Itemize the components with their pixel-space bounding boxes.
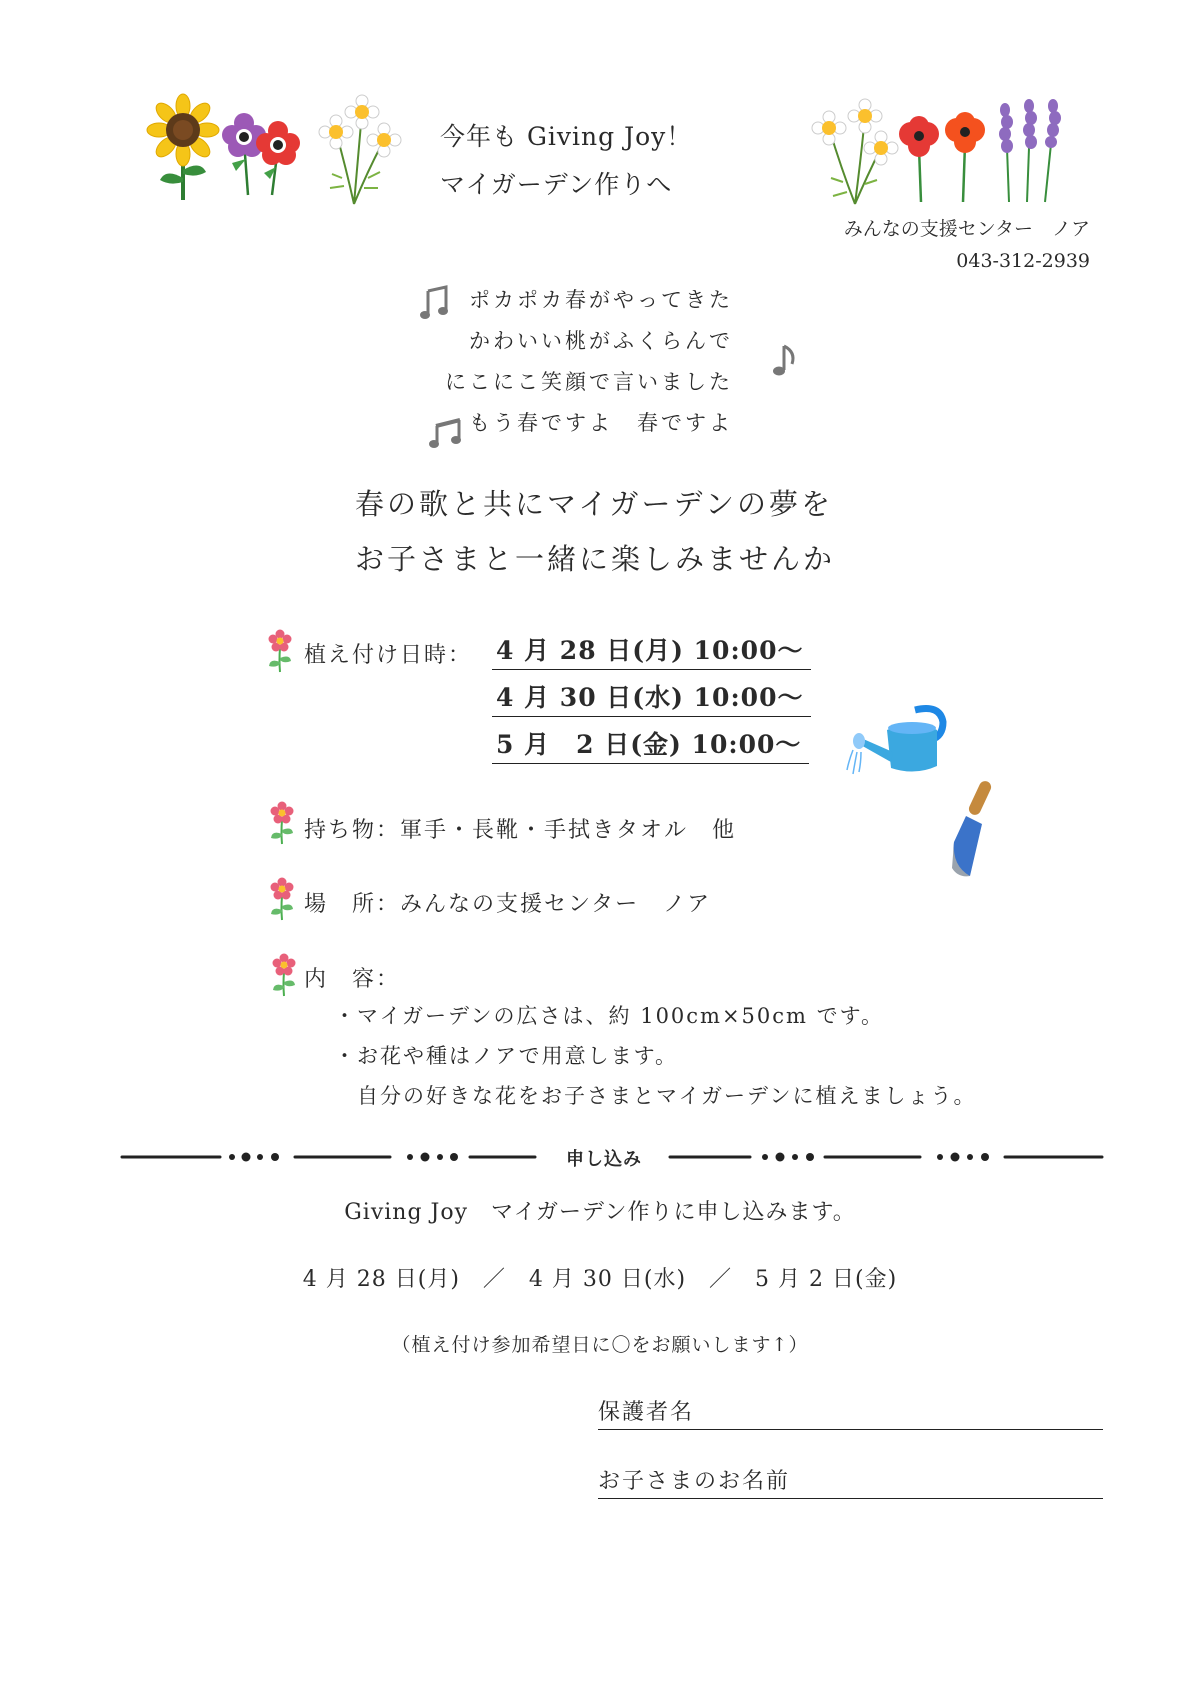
content-line: ・マイガーデンの広さは、約 100cm×50cm です。: [334, 1004, 884, 1028]
headline: [355, 477, 835, 587]
trowel-icon: [940, 778, 1010, 883]
cosmos-flower-icon: [270, 952, 300, 998]
sunflower-icon: [148, 98, 218, 203]
cosmos-flower-icon: [268, 800, 298, 846]
lavender-icon: [995, 98, 1067, 204]
planting-date-option: 4 月 30 日(水) 10:00～: [492, 678, 811, 717]
spring-poem: [445, 280, 733, 444]
items-to-bring: 持ち物：軍手・長靴・手拭きタオル 他: [304, 818, 737, 843]
content-details: [334, 996, 977, 1116]
cosmos-flower-icon: [268, 876, 298, 922]
guardian-name-field[interactable]: 保護者名: [598, 1395, 1103, 1430]
watering-can-icon: [845, 700, 965, 790]
content-label: 内 容：: [304, 967, 401, 992]
phone-number: 043-312-2939: [956, 250, 1090, 272]
application-instruction: （植え付け参加希望日に〇をお願いします↑）: [391, 1334, 809, 1356]
planting-date-option: 5 月 2 日(金) 10:00～: [492, 725, 809, 764]
content-line: ・お花や種はノアで用意します。: [334, 1044, 678, 1068]
title-line-2: マイガーデン作りへ: [440, 170, 673, 199]
poem-line: ポカポカ春がやってきた: [469, 288, 733, 312]
application-date-options: 4 月 28 日(月) ／ 4 月 30 日(水) ／ 5 月 2 日(金): [302, 1267, 898, 1292]
poem-line: かわいい桃がふくらんで: [469, 329, 733, 353]
cosmos-flower-icon: [266, 628, 296, 674]
content-line: 自分の好きな花をお子さまとマイガーデンに植えましょう。: [334, 1084, 977, 1108]
chamomile-icon: [805, 98, 897, 206]
chamomile-icon: [312, 98, 402, 206]
anemone-icon: [222, 113, 304, 198]
planting-date-label: 植え付け日時：: [304, 643, 473, 668]
poem-line: にこにこ笑顔で言いました: [445, 370, 733, 394]
headline-line-1: 春の歌と共にマイガーデンの夢を: [355, 487, 833, 521]
place: 場 所：みんなの支援センター ノア: [304, 892, 712, 917]
music-note-icon: [770, 342, 798, 378]
child-name-field[interactable]: お子さまのお名前: [598, 1464, 1103, 1499]
application-heading: 申し込み: [566, 1149, 642, 1170]
title-line-1: 今年も Giving Joy！: [440, 122, 693, 151]
music-note-icon: [420, 285, 450, 321]
headline-line-2: お子さまと一緒に楽しみませんか: [355, 542, 836, 576]
poppy-icon: [897, 112, 989, 204]
application-statement: Giving Joy マイガーデン作りに申し込みます。: [344, 1200, 856, 1225]
poem-line: もう春ですよ 春ですよ: [469, 411, 733, 435]
organization-name: みんなの支援センター ノア: [843, 218, 1090, 240]
planting-date-option: 4 月 28 日(月) 10:00～: [492, 631, 811, 670]
flyer-title: [440, 113, 740, 209]
